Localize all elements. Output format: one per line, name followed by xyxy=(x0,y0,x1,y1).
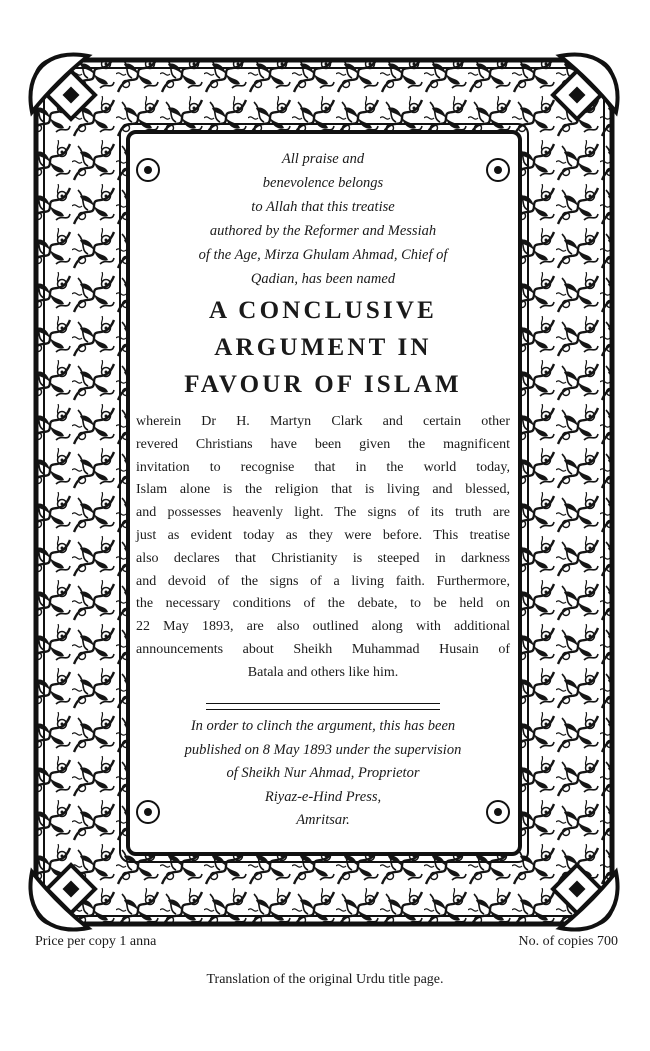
title-line: ARGUMENT IN xyxy=(214,334,432,361)
body-line: Batala and others like him. xyxy=(247,664,399,680)
body-line: Islam alone is the religion that is living and blessed, xyxy=(136,482,510,498)
body-line: also declares that Christianity is steeped in darkness xyxy=(136,550,510,566)
title-line: A CONCLUSIVE xyxy=(208,297,438,324)
intro-line: benevolence belongs xyxy=(262,175,384,191)
body-line: just as evident today as they were before. This treatise xyxy=(136,527,510,543)
price-per-copy: Price per copy 1 anna xyxy=(35,934,157,949)
outro-line: Riyaz-e-Hind Press, xyxy=(264,788,382,805)
book-title xyxy=(134,292,512,403)
publication-note xyxy=(134,715,512,833)
number-of-copies: No. of copies 700 xyxy=(518,934,618,949)
double-rule-divider xyxy=(206,703,440,710)
intro-dedication xyxy=(134,147,512,291)
figure-caption: Translation of the original Urdu title page. xyxy=(206,972,444,987)
body-line: revered Christians have been given the magnificent xyxy=(136,436,510,452)
body-line: and devoid of the signs of a living faith. Furthermore, xyxy=(136,573,510,589)
title-line: FAVOUR OF ISLAM xyxy=(184,371,462,398)
body-line: the necessary conditions of the debate, to be held on xyxy=(136,596,510,612)
body-line: and possesses heavenly light. The signs of its truth are xyxy=(136,505,510,521)
outro-line: of Sheikh Nur Ahmad, Proprietor xyxy=(226,765,420,781)
title-page-panel xyxy=(134,135,512,847)
outro-line: published on 8 May 1893 under the supervision xyxy=(184,741,462,758)
outro-line: In order to clinch the argument, this has been xyxy=(190,718,456,734)
intro-line: All praise and xyxy=(281,151,365,167)
description-paragraph xyxy=(136,411,510,685)
intro-line: authored by the Reformer and Messiah xyxy=(209,223,437,239)
body-line: invitation to recognise that in the world today, xyxy=(136,459,510,475)
body-line: 22 May 1893, are also outlined along with additional xyxy=(136,619,510,635)
body-line: announcements about Sheikh Muhammad Husain of xyxy=(136,641,510,657)
intro-line: of the Age, Mirza Ghulam Ahmad, Chief of xyxy=(198,247,448,263)
intro-line: Qadian, has been named xyxy=(250,271,396,287)
intro-line: to Allah that this treatise xyxy=(251,199,395,215)
outro-line: Amritsar. xyxy=(296,812,350,828)
body-line: wherein Dr H. Martyn Clark and certain other xyxy=(136,414,510,429)
